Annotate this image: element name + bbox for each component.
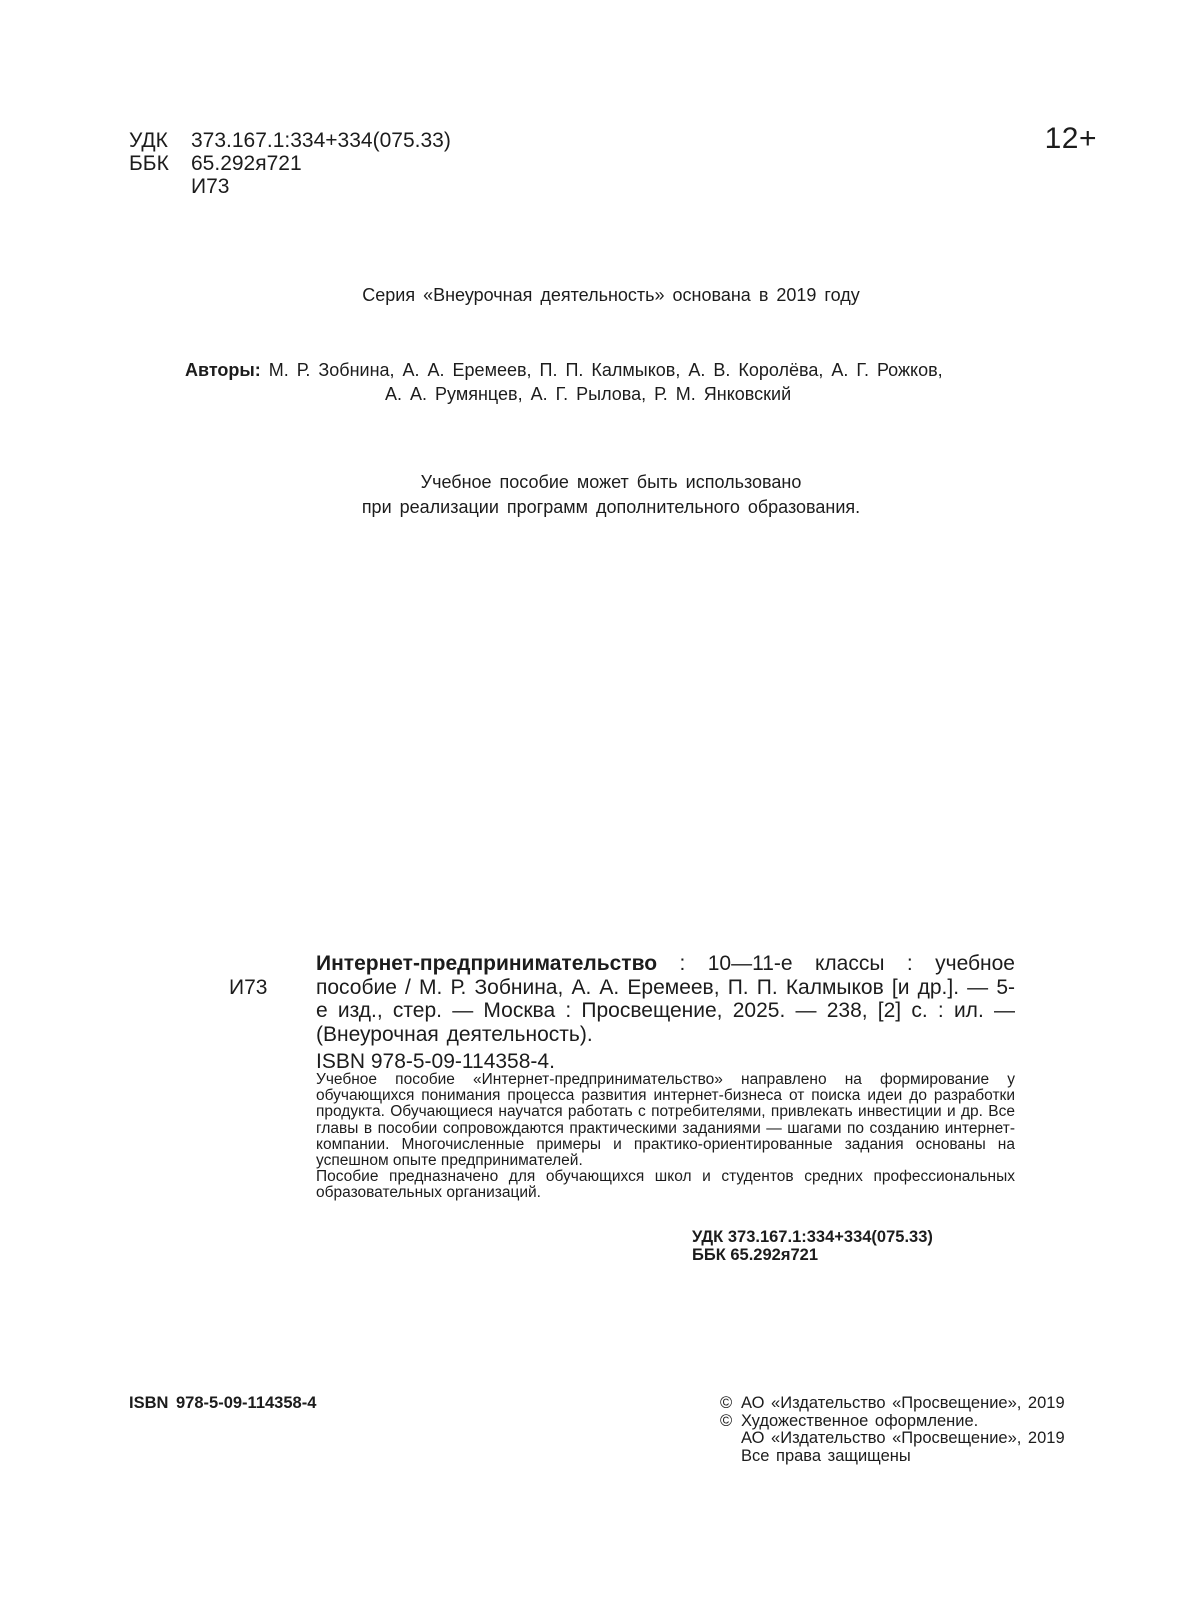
copyright-row-1 xyxy=(720,1395,1065,1413)
copyright-line-4: Все права защищены xyxy=(741,1447,911,1466)
series-note: Серия «Внеурочная деятельность» основана в 2019 году xyxy=(362,285,860,305)
biblio-isbn: ISBN 978-5-09-114358-4. xyxy=(316,1050,555,1073)
author-mark: И73 xyxy=(191,175,230,198)
biblio-author-mark: И73 xyxy=(229,975,268,999)
copyright-line-2: Художественное оформление. xyxy=(741,1411,979,1430)
bbk-label: ББК xyxy=(129,152,169,175)
copyright-icon: © xyxy=(720,1394,733,1412)
copyright-row-3 xyxy=(720,1430,1065,1448)
bibliographic-record xyxy=(229,952,1015,1074)
author-mark-row xyxy=(129,175,451,198)
copyright-line-1: АО «Издательство «Просвещение», 2019 xyxy=(741,1394,1065,1412)
authors-line-2: А. А. Румянцев, А. Г. Рылова, Р. М. Янковский xyxy=(385,384,792,404)
usage-note xyxy=(0,470,1200,520)
annotation-paragraph-1: Учебное пособие «Интернет-предпринимательство» направлено на формирование у обучающихся понимания процесса развития интернет-бизнеса от поиска идеи до разработки продукта. Обучающиеся научатся работать с потребителями, привлекать инвестиции и др. Все главы в пособии сопровождаются практическими заданиями — шагами по созданию интернет-компании. Многочисленные примеры и практико-ориентированные задания основаны на успешном опыте предпринимателей. xyxy=(316,1071,1015,1170)
authors-block xyxy=(185,358,1065,406)
authors-label: Авторы: xyxy=(185,360,261,380)
isbn-bottom: ISBN 978-5-09-114358-4 xyxy=(129,1394,317,1412)
copyright-block xyxy=(720,1395,1065,1466)
bbk-value: 65.292я721 xyxy=(191,152,302,175)
copyright-icon: © xyxy=(720,1411,733,1430)
udk-label: УДК xyxy=(129,129,168,152)
authors-line-1: М. Р. Зобнина, А. А. Еремеев, П. П. Калмыков, А. В. Королёва, А. Г. Рожков, xyxy=(268,360,943,380)
book-description: : 10—11-е классы : учебное пособие / М. Р. Зобнина, А. А. Еремеев, П. П. Калмыков [и др.]. — 5-е изд., стер. — Москва : Просвещение, 2025. — 238, [2] с. : ил. — (Внеурочная деятельность). xyxy=(316,952,1015,1046)
age-rating: 12+ xyxy=(1044,122,1097,155)
udk-bottom: УДК 373.167.1:334+334(075.33) xyxy=(692,1228,933,1246)
udk-value: 373.167.1:334+334(075.33) xyxy=(191,129,451,152)
usage-note-line-1: Учебное пособие может быть использовано xyxy=(420,472,802,492)
annotation xyxy=(316,1072,1015,1202)
udk-row xyxy=(129,129,451,152)
bbk-row xyxy=(129,152,451,175)
copyright-row-4 xyxy=(720,1448,1065,1466)
biblio-description xyxy=(316,952,1015,1046)
annotation-paragraph-2: Пособие предназначено для обучающихся школ и студентов средних профессиональных образовательных организаций. xyxy=(316,1168,1015,1202)
classification-bottom xyxy=(692,1228,933,1264)
usage-note-line-2: при реализации программ дополнительного образования. xyxy=(361,497,861,517)
classification-block xyxy=(129,129,451,198)
copyright-row-2 xyxy=(720,1413,1065,1431)
book-title: Интернет-предпринимательство xyxy=(316,952,658,975)
copyright-line-3: АО «Издательство «Просвещение», 2019 xyxy=(741,1429,1065,1448)
bbk-bottom: ББК 65.292я721 xyxy=(692,1246,818,1264)
